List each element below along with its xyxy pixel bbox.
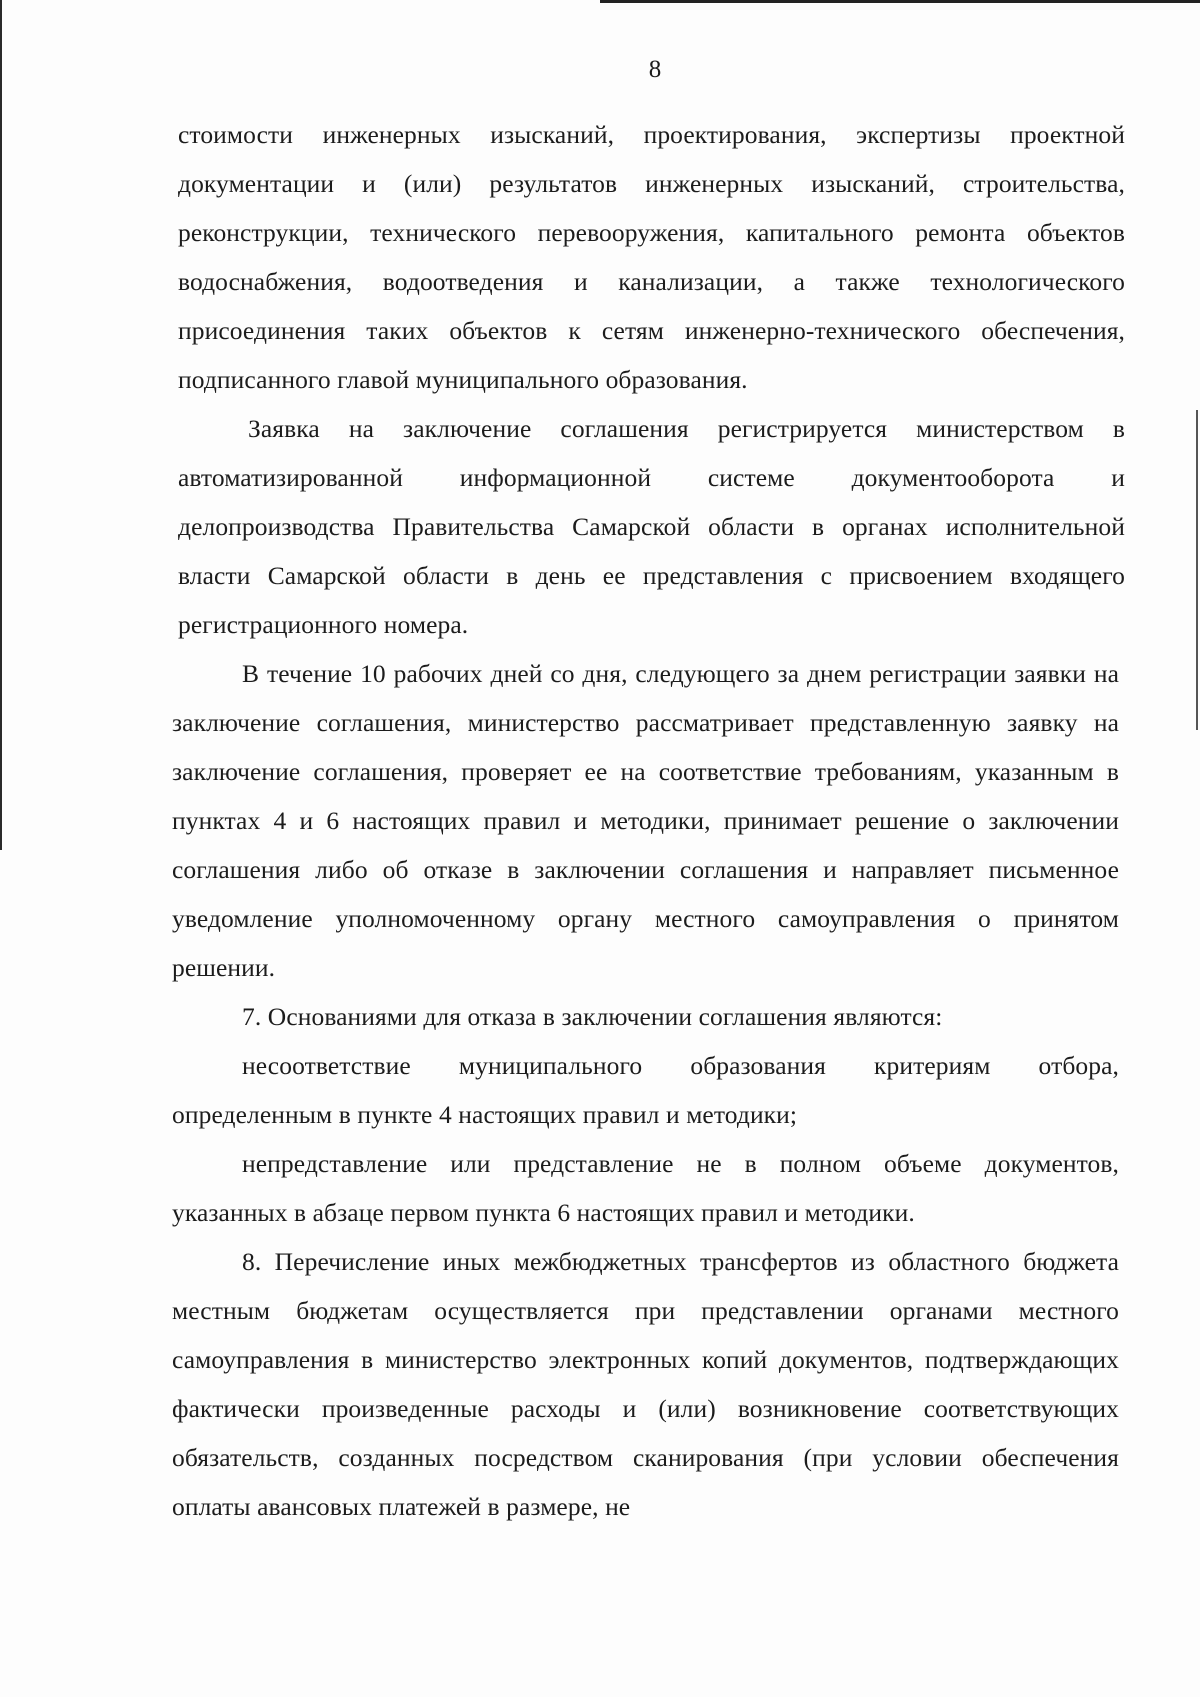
scan-border-right	[1196, 410, 1198, 730]
paragraph-refusal-grounds-heading: 7. Основаниями для отказа в заключении соглашения являются:	[242, 1002, 943, 1031]
paragraph-review-period: В течение 10 рабочих дней со дня, следующего за днем регистрации заявки на заключение соглашения, министерство рассматривает представленную заявку на заключение соглашения, проверяет ее на соответствие требованиям, указанным в пунктах 4 и 6 настоящих правил и методики, принимает решение о заключении соглашения либо об отказе в заключении соглашения и направляет письменное уведомление уполномоченному органу местного самоуправления о принятом решении.	[172, 659, 1119, 982]
scan-border-left	[0, 0, 2, 850]
paragraph-application-registration: Заявка на заключение соглашения регистрируется министерством в автоматизированной информационной системе документооборота и делопроизводства Правительства Самарской области в органах исполнительной власти Самарской области в день ее представления с присвоением входящего регистрационного номера.	[178, 414, 1125, 639]
paragraph-refusal-ground-documents: непредставление или представление не в полном объеме документов, указанных в абзаце первом пункта 6 настоящих правил и методики.	[172, 1149, 1119, 1227]
page-number: 8	[648, 56, 662, 83]
paragraph-refusal-ground-criteria: несоответствие муниципального образования критериям отбора, определенным в пункте 4 настоящих правил и методики;	[172, 1051, 1119, 1129]
paragraph-cost-list: стоимости инженерных изысканий, проектирования, экспертизы проектной документации и (или) результатов инженерных изысканий, строительства, реконструкции, технического перевооружения, капитального ремонта объектов водоснабжения, водоотведения и канализации, а также технологического присоединения таких объектов к сетям инженерно-технического обеспечения, подписанного главой муниципального образования.	[178, 120, 1125, 394]
scan-border-top	[600, 0, 1200, 3]
document-body	[172, 110, 1125, 1531]
paragraph-transfer-conditions: 8. Перечисление иных межбюджетных трансфертов из областного бюджета местным бюджетам осуществляется при представлении органами местного самоуправления в министерство электронных копий документов, подтверждающих фактически произведенные расходы и (или) возникновение соответствующих обязательств, созданных посредством сканирования (при условии обеспечения оплаты авансовых платежей в размере, не	[172, 1247, 1119, 1521]
